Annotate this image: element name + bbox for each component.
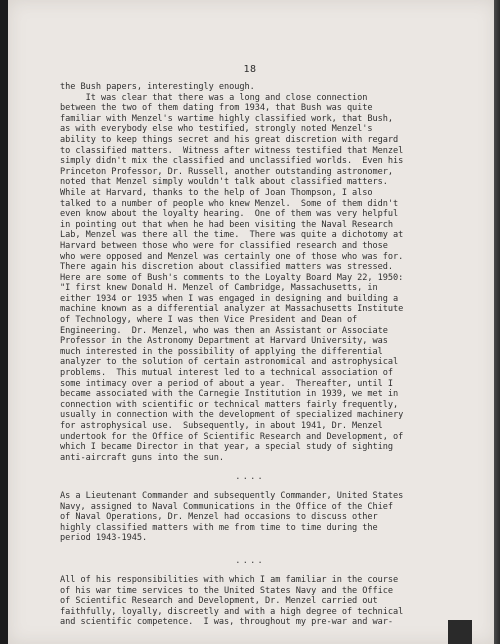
text-line: some intimacy over a period of about a year. Thereafter, until I <box>60 378 394 389</box>
text-line: the Bush papers, interestingly enough. <box>60 82 255 92</box>
text-line: machine known as a differential analyzer at Massachusetts Institute <box>60 304 404 315</box>
text-line: of Technology, where I was then Vice President and Dean of <box>60 315 358 326</box>
text-line: noted that Menzel simply wouldn't talk about classified matters. <box>60 177 388 188</box>
text-line: who were opposed and Menzel was certainly one of those who was for. <box>60 251 404 262</box>
text-line: which I became Director in that year, a special study of sighting <box>60 442 394 453</box>
text-line: much interested in the possibility of applying the differential <box>60 346 383 357</box>
text-line: It was clear that there was a long and close connection <box>60 92 368 103</box>
paragraph-3 <box>60 575 445 628</box>
text-line: "I first knew Donald H. Menzel of Cambridge, Massachusetts, in <box>60 283 378 294</box>
text-line: highly classified matters with me from time to time during the <box>60 522 378 533</box>
text-line: in pointing out that when he had been visiting the Naval Research <box>60 219 394 230</box>
text-line: as with everybody else who testified, strongly noted Menzel's <box>60 124 373 135</box>
text-line: Engineering. Dr. Menzel, who was then an Assistant or Associate <box>60 325 388 336</box>
ellipsis-separator-1: .... <box>235 472 265 482</box>
text-line: of his war time services to the United States Navy and the Office <box>60 585 394 596</box>
text-line: of Scientific Research and Development, Dr. Menzel carried out <box>60 596 378 607</box>
text-line: As a Lieutenant Commander and subsequently Commander, United States <box>60 491 404 501</box>
text-line: of Naval Operations, Dr. Menzel had occasions to discuss other <box>60 512 378 523</box>
text-line: for astrophysical use. Subsequently, in about 1941, Dr. Menzel <box>60 421 383 431</box>
text-line: usually in connection with the development of specialized machinery <box>60 410 404 421</box>
text-line: talked to a number of people who knew Menzel. Some of them didn't <box>60 198 399 209</box>
text-line: to classified matters. Witness after witness testified that Menzel <box>60 145 404 156</box>
text-line: familiar with Menzel's wartime highly classified work, that Bush, <box>60 113 394 124</box>
paragraph-1 <box>60 82 445 463</box>
text-line: either 1934 or 1935 when I was engaged in designing and building a <box>60 293 399 304</box>
scan-edge <box>494 0 500 644</box>
text-line: and scientific competence. I was, throughout my pre-war and war- <box>60 617 394 628</box>
text-line: between the two of them dating from 1934, that Bush was quite <box>60 103 373 114</box>
text-line: While at Harvard, thanks to the help of Joan Thompson, I also <box>60 187 373 198</box>
text-line: All of his responsibilities with which I am familiar in the course <box>60 575 399 585</box>
text-line: Princeton Professor, Dr. Russell, another outstanding astronomer, <box>60 166 394 177</box>
text-line: Here are some of Bush's comments to the Loyalty Board May 22, 1950: <box>60 272 404 283</box>
text-line: Navy, assigned to Naval Communications in the Office of the Chief <box>60 501 394 512</box>
text-line: problems. This mutual interest led to a technical association of <box>60 368 394 379</box>
text-line: connection with scientific or technical matters fairly frequently, <box>60 399 399 410</box>
text-line: Professor in the Astronomy Department at Harvard University, was <box>60 336 388 347</box>
text-line: period 1943-1945. <box>60 533 148 544</box>
ellipsis-separator-2: .... <box>235 556 265 566</box>
text-line: became associated with the Carnegie Institution in 1939, we met in <box>60 389 399 400</box>
text-line: undertook for the Office of Scientific Research and Development, of <box>60 431 404 442</box>
text-line: analyzer to the solution of certain astronomical and astrophysical <box>60 357 399 368</box>
text-line: Harvard between those who were for classified research and those <box>60 240 388 251</box>
paragraph-2 <box>60 491 445 544</box>
page-number: 18 <box>243 64 257 75</box>
text-line: even know about the loyalty hearing. One of them was very helpful <box>60 209 399 220</box>
text-line: anti-aircraft guns into the sun. <box>60 452 224 463</box>
text-line: faithfully, loyally, discreetly and with a high degree of technical <box>60 606 404 617</box>
scan-tab <box>448 620 472 644</box>
text-line: Lab, Menzel was there all the time. There was quite a dichotomy at <box>60 230 404 241</box>
text-line: There again his discretion about classified matters was stressed. <box>60 262 394 273</box>
text-line: simply didn't mix the classified and unclassified worlds. Even his <box>60 156 404 167</box>
text-line: ability to keep things secret and his great discretion with regard <box>60 134 399 145</box>
